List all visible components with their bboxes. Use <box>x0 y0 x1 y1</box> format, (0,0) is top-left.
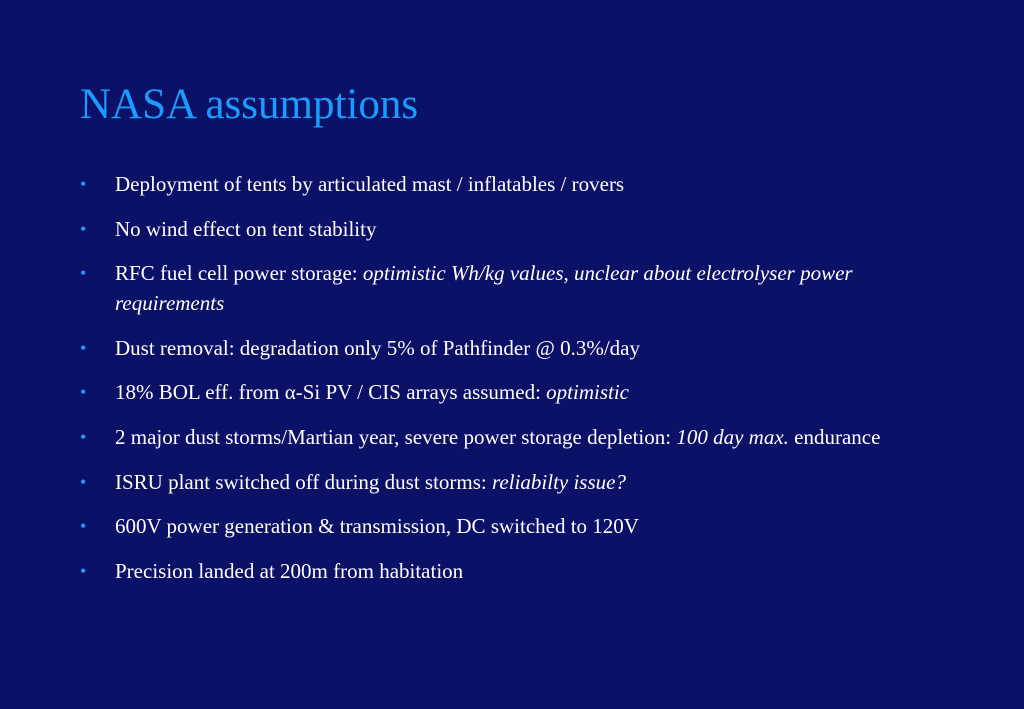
bullet-item <box>80 422 940 452</box>
bullet-text: No wind effect on tent stability <box>115 216 377 241</box>
slide-title: NASA assumptions <box>80 81 419 128</box>
bullet-text: ISRU plant switched off during dust storms: <box>115 469 493 494</box>
bullet-item <box>80 333 940 363</box>
bullet-tail: endurance <box>788 424 881 449</box>
bullet-text: 18% BOL eff. from α-Si PV / CIS arrays assumed: <box>115 380 547 405</box>
bullet-item <box>80 556 940 586</box>
bullet-emphasis: reliabilty issue? <box>492 469 626 494</box>
bullet-list <box>80 169 940 600</box>
bullet-icon: • <box>80 560 87 581</box>
bullet-item <box>80 258 940 318</box>
bullet-text: RFC fuel cell power storage: <box>115 261 363 286</box>
bullet-item <box>80 467 940 497</box>
bullet-icon: • <box>80 516 87 537</box>
bullet-text: 2 major dust storms/Martian year, severe power storage depletion: <box>115 424 677 449</box>
bullet-text: Precision landed at 200m from habitation <box>115 558 464 583</box>
bullet-emphasis: optimistic <box>546 380 629 405</box>
bullet-item <box>80 377 940 407</box>
bullet-icon: • <box>80 337 87 358</box>
bullet-text: 600V power generation & transmission, DC switched to 120V <box>115 514 639 539</box>
bullet-item <box>80 214 940 244</box>
bullet-icon: • <box>80 382 87 403</box>
bullet-icon: • <box>80 263 87 284</box>
bullet-item <box>80 511 940 541</box>
bullet-icon: • <box>80 471 87 492</box>
bullet-text: Deployment of tents by articulated mast / inflatables / rovers <box>115 172 625 196</box>
bullet-item <box>80 169 940 199</box>
bullet-icon: • <box>80 218 87 239</box>
bullet-emphasis: 100 day max. <box>676 424 789 449</box>
bullet-text: Dust removal: degradation only 5% of Pathfinder @ 0.3%/day <box>115 335 640 360</box>
bullet-emphasis: optimistic Wh/kg values, unclear about electrolyser power requirements <box>115 261 853 316</box>
bullet-icon: • <box>80 426 87 447</box>
bullet-icon: • <box>80 174 87 194</box>
